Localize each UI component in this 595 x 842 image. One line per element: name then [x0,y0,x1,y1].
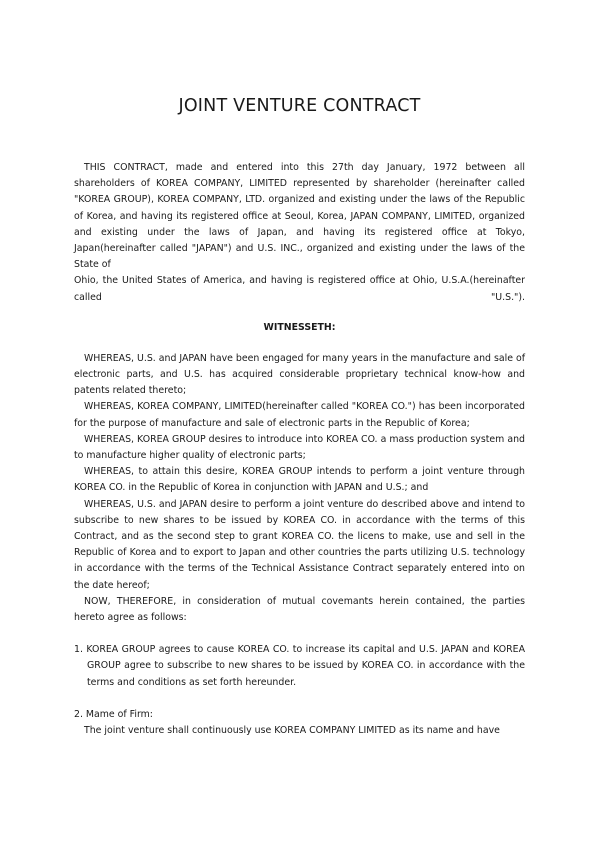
clause-2-heading: 2. Mame of Firm: [74,708,153,720]
whereas-clause-3: WHEREAS, KOREA GROUP desires to introduce into KOREA CO. a mass production system and to manufacture higher quality of electronic parts; [74,433,525,462]
now-therefore-clause: NOW, THEREFORE, in consideration of mutual covemants herein contained, the parties hereto agree as follows: [74,595,525,624]
section-spacer [74,626,525,642]
document-title: JOINT VENTURE CONTRACT [178,96,421,116]
clause-2-text: The joint venture shall continuously use KOREA COMPANY LIMITED as its name and have [84,725,500,737]
intro-continuation: Ohio, the United States of America, and having is registered office at Ohio, U.S.A.(hereinafter called "U.S."). [74,275,525,303]
witnesseth-heading: WITNESSETH: [263,321,336,333]
whereas-clause-2: WHEREAS, KOREA COMPANY, LIMITED(hereinafter called "KOREA CO.") has been incorporated for the purpose of manufacture and sale of electronic parts in the Republic of Korea; [74,401,525,429]
whereas-clause-5: WHEREAS, U.S. and JAPAN desire to perform a joint venture do described above and intend to subscribe to new shares to be issued by KOREA CO. in accordance with the terms of this Contract, and as the second step to grant KOREA CO. the licens to make, use and sell in the Republic of Korea and to export to Japan and other countries the parts utilizing U.S. technology in accordance with the terms of the Technical Assistance Contract separately entered into on the date hereof; [74,498,525,591]
clause-1: 1. KOREA GROUP agrees to cause KOREA CO. to increase its capital and U.S. JAPAN and KOREA GROUP agree to subscribe to new shares to be issued by KOREA CO. in accordance with the terms and conditions as set forth hereunder. [74,644,525,688]
whereas-clause-4: WHEREAS, to attain this desire, KOREA GROUP intends to perform a joint venture through KOREA CO. in the Republic of Korea in conjunction with JAPAN and U.S.; and [74,466,525,494]
section-spacer [74,691,525,707]
whereas-clause-1: WHEREAS, U.S. and JAPAN have been engaged for many years in the manufacture and sale of electronic parts, and U.S. has acquired considerable proprietary technical know-how and patents related thereto; [74,352,525,397]
intro-paragraph: THIS CONTRACT, made and entered into this 27th day January, 1972 between all shareholders of KOREA COMPANY, LIMITED represented by shareholder (hereinafter called "KOREA GROUP), KOREA COMPANY, LTD. organized and existing under the laws of the Republic of Korea, and having its registered office at Seoul, Korea, JAPAN COMPANY, LIMITED, organized and existing under the laws of Japan, and having its registered office at Tokyo, Japan(hereinafter called "JAPAN") and U.S. INC., organized and existing under the laws of the State of [74,162,525,271]
